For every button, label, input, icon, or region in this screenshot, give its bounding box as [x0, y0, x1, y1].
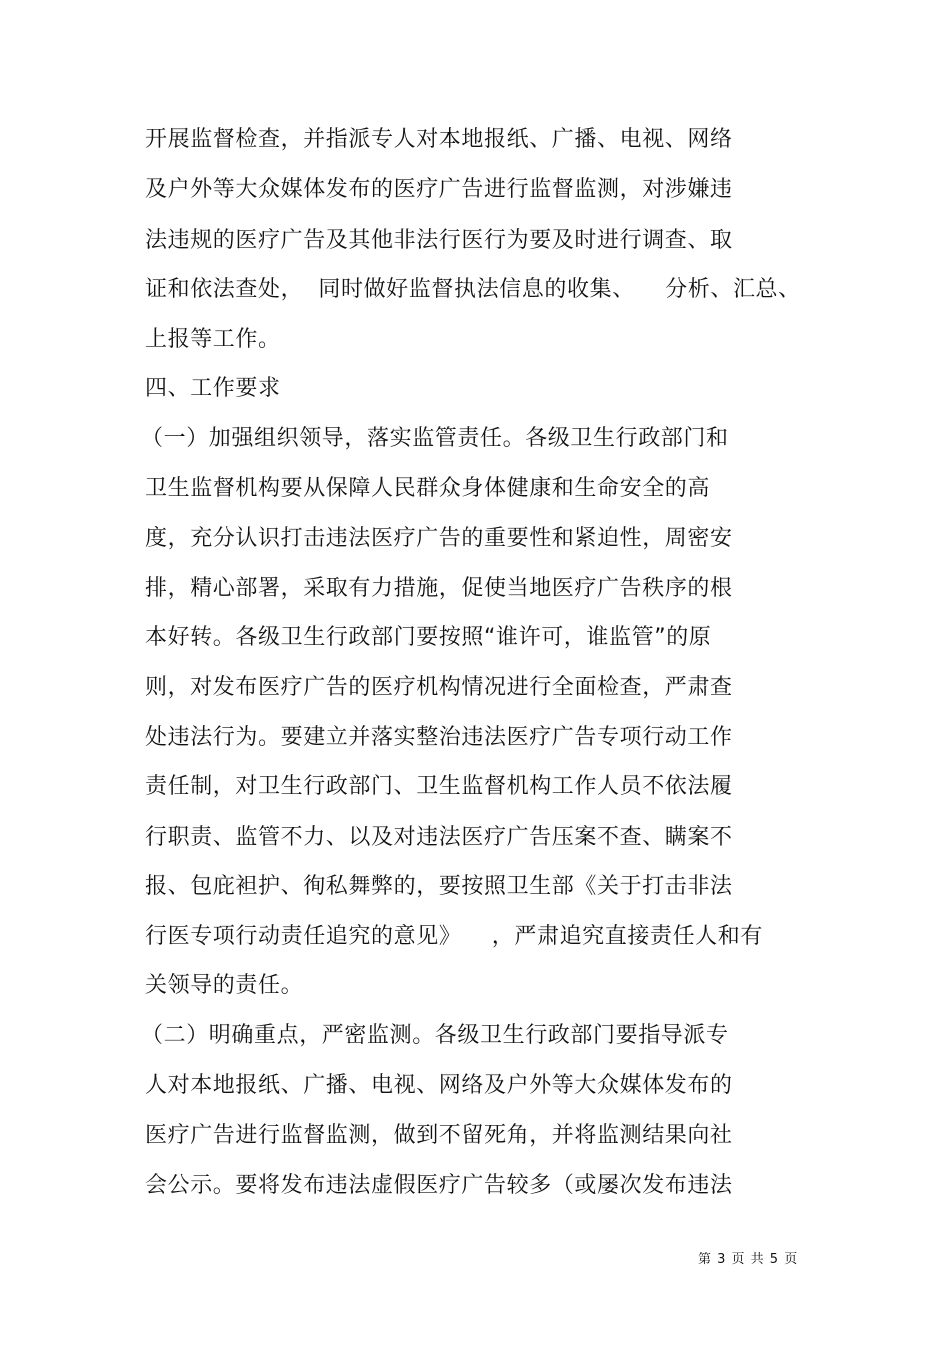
- text-line: 责任制，对卫生行政部门、卫生监督机构工作人员不依法履: [145, 774, 733, 799]
- text-line: 及户外等大众媒体发布的医疗广告进行监督监测，对涉嫌违: [145, 177, 733, 202]
- text-line: 关领导的责任。: [145, 973, 304, 998]
- text-line: 排，精心部署，采取有力措施，促使当地医疗广告秩序的根: [145, 576, 733, 601]
- subsection-heading-2: （二）明确重点，严密监测。各级卫生行政部门要指导派专: [141, 1023, 729, 1048]
- text-line: 行职责、监管不力、以及对违法医疗广告压案不查、瞒案不: [145, 825, 733, 850]
- page-footer: 第 3 页 共 5 页: [698, 1252, 799, 1267]
- text-line: 上报等工作。: [145, 327, 281, 352]
- text-line: 度，充分认识打击违法医疗广告的重要性和紧迫性，周密安: [145, 526, 733, 551]
- text-line: 行医专项行动责任追究的意见》 ，严肃追究直接责任人和有: [145, 924, 763, 949]
- text-line: 开展监督检查，并指派专人对本地报纸、广播、电视、网络: [145, 127, 733, 152]
- text-line: 人对本地报纸、广播、电视、网络及户外等大众媒体发布的: [145, 1073, 733, 1098]
- text-line: 则，对发布医疗广告的医疗机构情况进行全面检查，严肃查: [145, 675, 733, 700]
- subsection-heading-1: （一）加强组织领导，落实监管责任。各级卫生行政部门和: [141, 426, 729, 451]
- text-line: 处违法行为。要建立并落实整治违法医疗广告专项行动工作: [145, 725, 733, 750]
- text-line: 法违规的医疗广告及其他非法行医行为要及时进行调查、取: [145, 228, 733, 253]
- text-line: 会公示。要将发布违法虚假医疗广告较多（或屡次发布违法: [145, 1173, 733, 1198]
- section-heading: 四、工作要求: [145, 376, 281, 401]
- text-line: 医疗广告进行监督监测，做到不留死角，并将监测结果向社: [145, 1123, 733, 1148]
- text-line: 卫生监督机构要从保障人民群众身体健康和生命安全的高: [145, 476, 711, 501]
- text-line: 证和依法查处， 同时做好监督执法信息的收集、 分析、汇总、: [145, 277, 801, 302]
- text-line: 报、包庇袒护、徇私舞弊的，要按照卫生部《关于打击非法: [145, 874, 733, 899]
- text-line: 本好转。各级卫生行政部门要按照“谁许可，谁监管”的原: [145, 625, 712, 650]
